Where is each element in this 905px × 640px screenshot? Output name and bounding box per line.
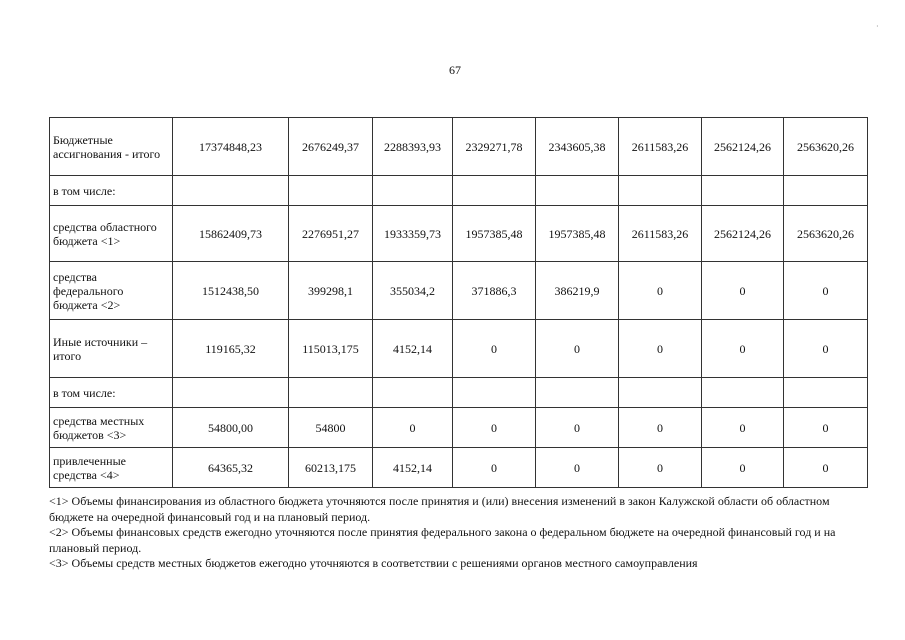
table-cell: 386219,9 — [536, 262, 619, 320]
table-cell — [784, 378, 868, 408]
table-cell: 2676249,37 — [289, 118, 373, 176]
table-cell: 0 — [536, 320, 619, 378]
table-cell — [453, 378, 536, 408]
table-cell: 0 — [784, 408, 868, 448]
table-cell: 1957385,48 — [536, 206, 619, 262]
table-cell: 4152,14 — [373, 320, 453, 378]
table-cell: 0 — [702, 448, 784, 488]
table-cell: 2329271,78 — [453, 118, 536, 176]
table-row — [50, 378, 868, 408]
footnotes — [49, 494, 869, 572]
table-cell — [373, 176, 453, 206]
table-cell — [619, 378, 702, 408]
table-cell: 0 — [619, 320, 702, 378]
table-cell: 399298,1 — [289, 262, 373, 320]
row-label: в том числе: — [50, 378, 173, 408]
table-cell: 1512438,50 — [173, 262, 289, 320]
row-label: привлеченные средства <4> — [50, 448, 173, 488]
table-cell: 17374848,23 — [173, 118, 289, 176]
table-cell — [173, 176, 289, 206]
table-cell: 2611583,26 — [619, 206, 702, 262]
budget-table — [49, 117, 868, 488]
table-cell — [453, 176, 536, 206]
table-row — [50, 320, 868, 378]
table-cell: 355034,2 — [373, 262, 453, 320]
table-cell — [619, 176, 702, 206]
table-row — [50, 118, 868, 176]
row-label: Иные источники – итого — [50, 320, 173, 378]
table-cell: 0 — [702, 320, 784, 378]
footnote: <3> Объемы средств местных бюджетов ежегодно уточняются в соответствии с решениями органов местного самоуправления — [49, 556, 698, 570]
table-row — [50, 176, 868, 206]
table-cell: 1957385,48 — [453, 206, 536, 262]
table-cell: 115013,175 — [289, 320, 373, 378]
table-cell: 2276951,27 — [289, 206, 373, 262]
table-cell: 0 — [702, 262, 784, 320]
table-cell: 119165,32 — [173, 320, 289, 378]
table-cell: 2343605,38 — [536, 118, 619, 176]
corner-mark: · — [876, 22, 879, 31]
table-cell: 2288393,93 — [373, 118, 453, 176]
table-cell: 0 — [784, 320, 868, 378]
table-cell: 0 — [619, 262, 702, 320]
table-row — [50, 408, 868, 448]
table-cell — [173, 378, 289, 408]
table-cell: 0 — [453, 408, 536, 448]
table-cell: 54800,00 — [173, 408, 289, 448]
table-cell — [702, 378, 784, 408]
page-number: 67 — [449, 63, 461, 77]
table-cell: 1933359,73 — [373, 206, 453, 262]
table-cell: 2563620,26 — [784, 206, 868, 262]
table-cell: 0 — [784, 448, 868, 488]
table-cell: 15862409,73 — [173, 206, 289, 262]
table-row — [50, 262, 868, 320]
row-label: средства федерального бюджета <2> — [50, 262, 173, 320]
table-cell: 54800 — [289, 408, 373, 448]
row-label: средства местных бюджетов <3> — [50, 408, 173, 448]
table-cell — [289, 378, 373, 408]
table-cell — [702, 176, 784, 206]
table-cell — [289, 176, 373, 206]
table-cell: 2562124,26 — [702, 118, 784, 176]
table-cell: 0 — [702, 408, 784, 448]
table-cell: 2611583,26 — [619, 118, 702, 176]
table-row — [50, 448, 868, 488]
table-cell: 2563620,26 — [784, 118, 868, 176]
table-cell: 0 — [453, 448, 536, 488]
footnote: <2> Объемы финансовых средств ежегодно уточняются после принятия федерального закона о федеральном бюджете на очередной финансовый год и на плановый период. — [49, 525, 836, 555]
table-cell: 4152,14 — [373, 448, 453, 488]
table-cell: 0 — [453, 320, 536, 378]
table-cell — [536, 176, 619, 206]
table-cell — [784, 176, 868, 206]
table-cell: 0 — [619, 448, 702, 488]
row-label: Бюджетные ассигнования - итого — [50, 118, 173, 176]
row-label: в том числе: — [50, 176, 173, 206]
table-cell: 0 — [536, 408, 619, 448]
table-cell: 0 — [373, 408, 453, 448]
table-cell: 0 — [536, 448, 619, 488]
table-cell: 2562124,26 — [702, 206, 784, 262]
row-label: средства областного бюджета <1> — [50, 206, 173, 262]
table-cell — [373, 378, 453, 408]
table-cell: 0 — [784, 262, 868, 320]
table-cell: 0 — [619, 408, 702, 448]
table-cell: 371886,3 — [453, 262, 536, 320]
table-cell: 60213,175 — [289, 448, 373, 488]
table-row — [50, 206, 868, 262]
table-cell — [536, 378, 619, 408]
footnote: <1> Объемы финансирования из областного бюджета уточняются после принятия и (или) внесения изменений в закон Калужской области об областном бюджете на очередной финансовый год и на плановый период. — [49, 494, 830, 524]
table-cell: 64365,32 — [173, 448, 289, 488]
